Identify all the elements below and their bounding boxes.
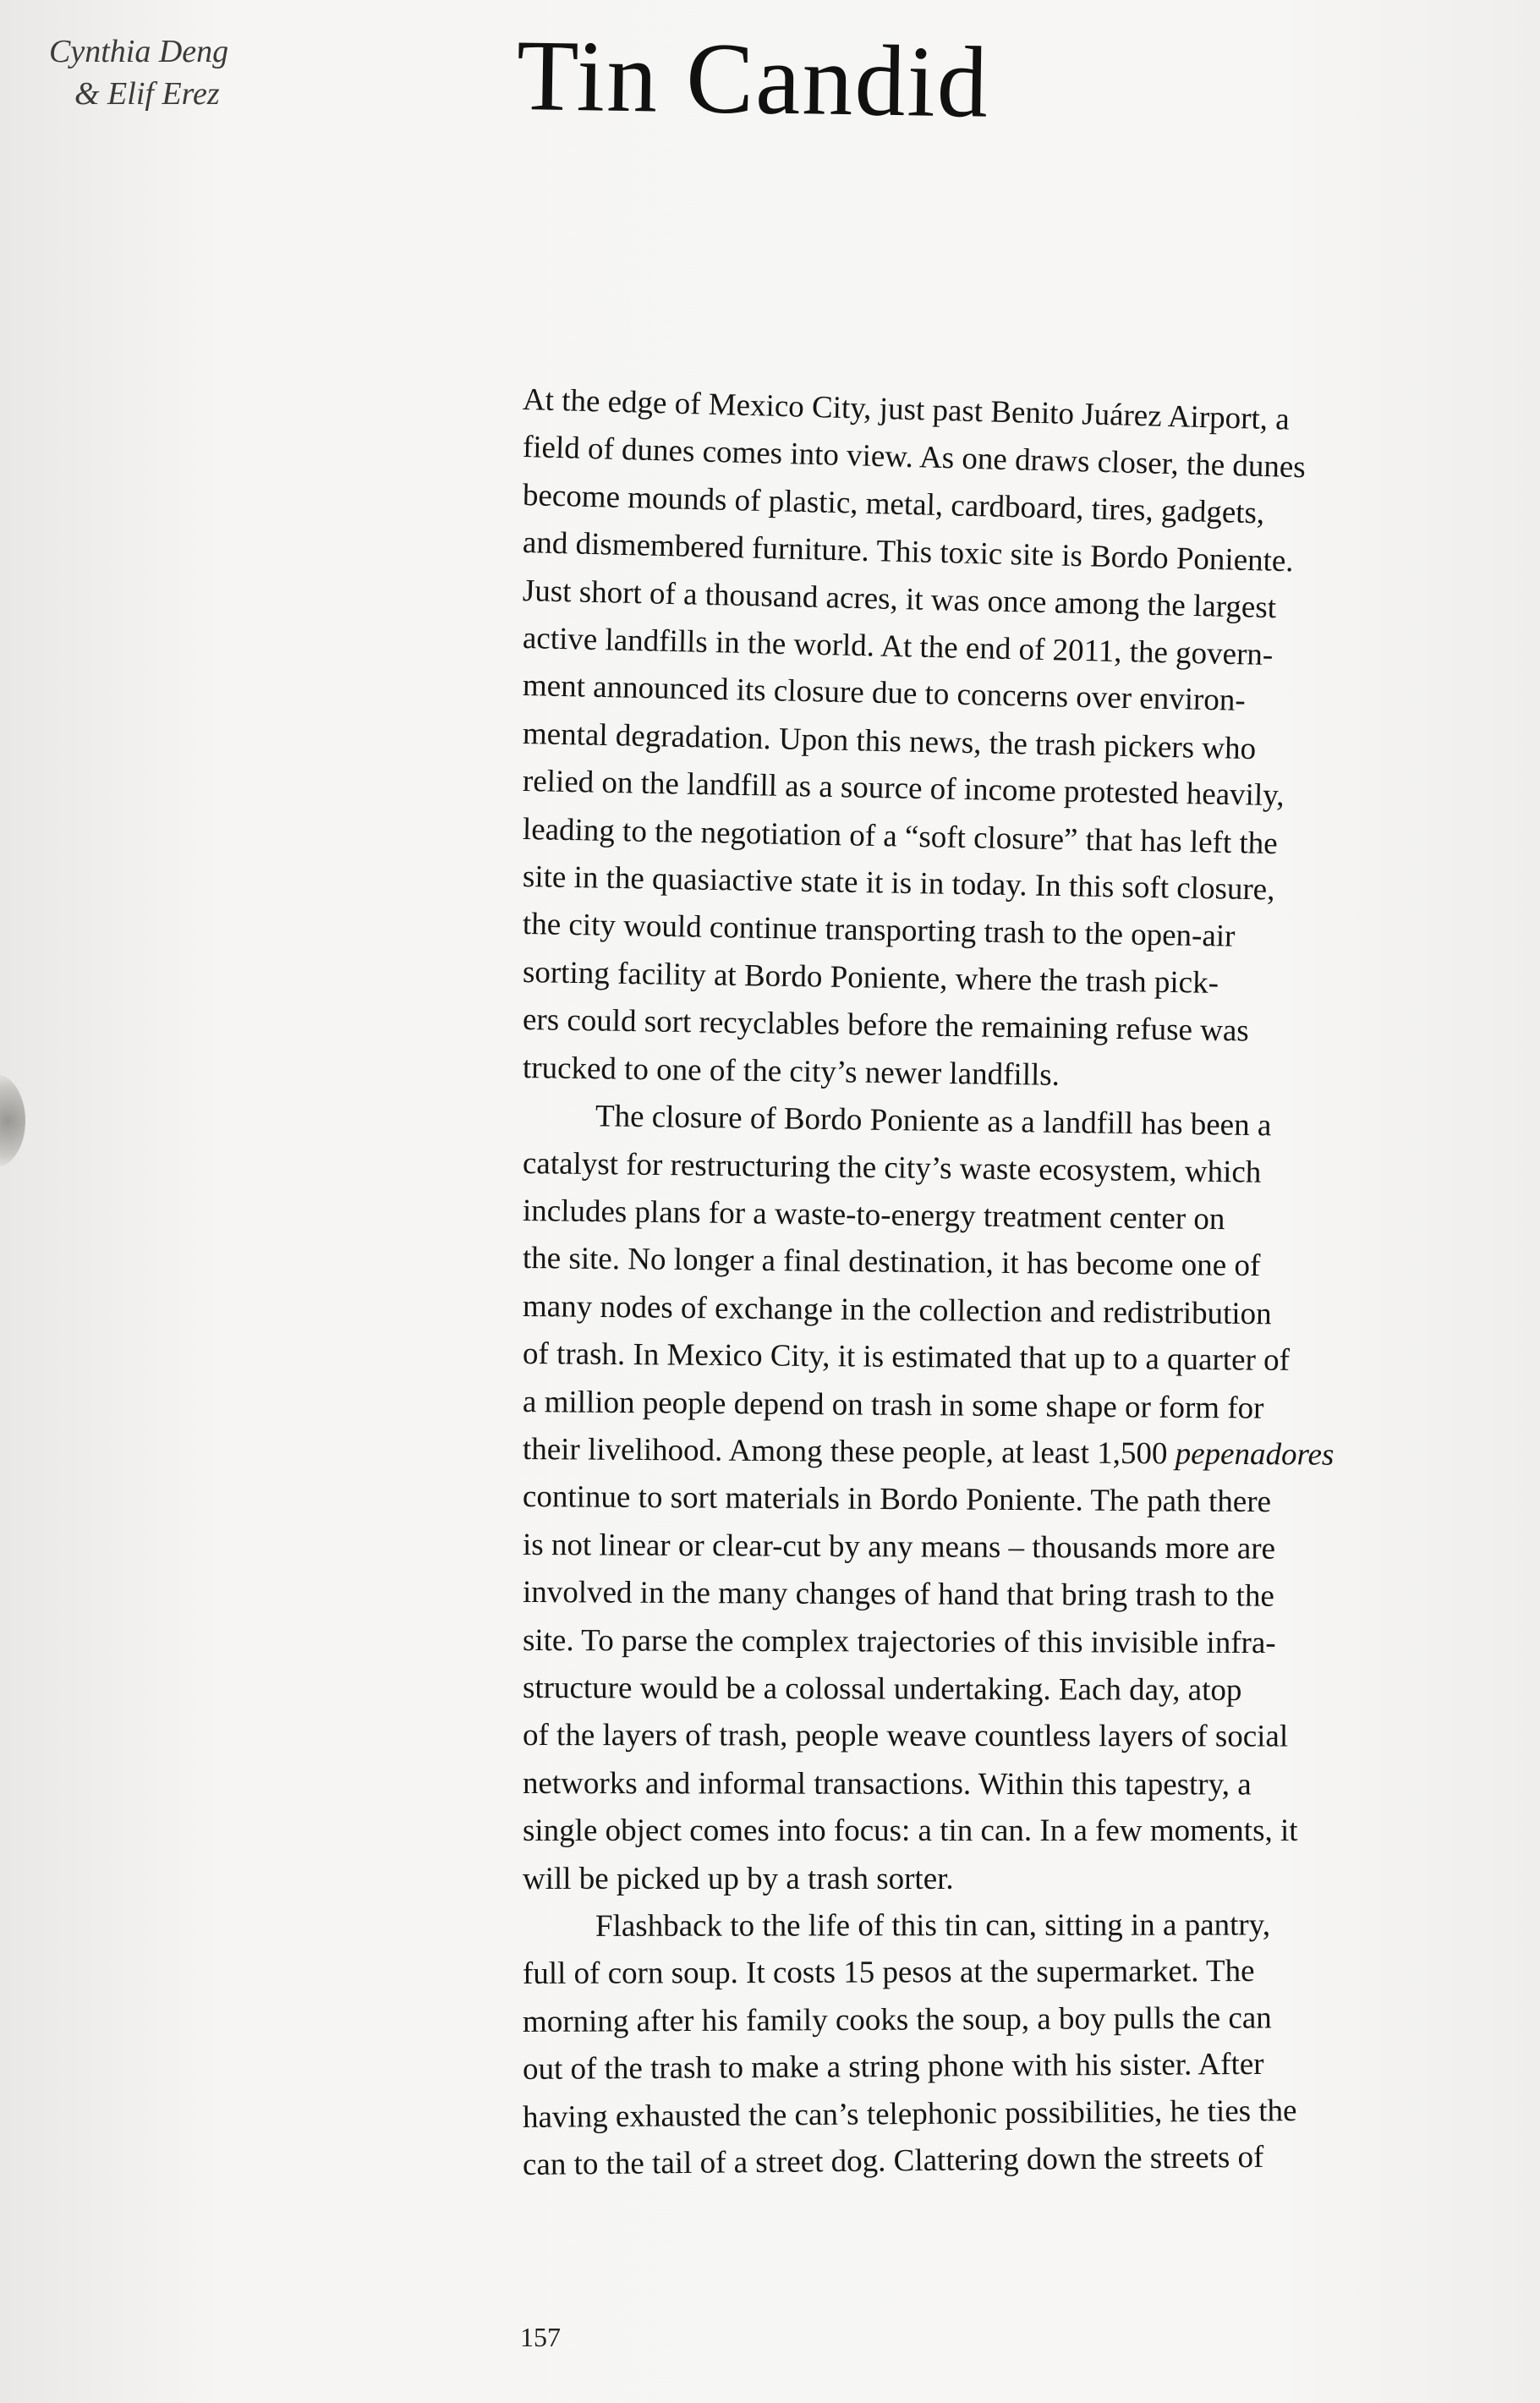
text-line: ers could sort recyclables before the remaining refuse was [522, 1002, 1250, 1049]
text-line: networks and informal transactions. Within this tapestry, a [522, 1765, 1252, 1802]
text-line: structure would be a colossal undertaking. Each day, atop [522, 1670, 1242, 1708]
author-byline [49, 30, 269, 115]
text-line: a million people depend on trash in some shape or form for [522, 1384, 1264, 1426]
text-line: field of dunes comes into view. As one draws closer, the dunes [522, 430, 1307, 486]
text-line: relied on the landfill as a source of income protested heavily, [522, 764, 1285, 814]
italic-term: pepenadores [1175, 1436, 1334, 1473]
text-line: trucked to one of the city’s newer landfills. [522, 1050, 1060, 1093]
page-number: 157 [520, 2322, 561, 2352]
text-line: can to the tail of a street dog. Clattering down the streets of [522, 2139, 1264, 2183]
text-line: active landfills in the world. At the end of 2011, the govern- [522, 621, 1274, 673]
text-line: and dismembered furniture. This toxic site is Bordo Poniente. [522, 525, 1295, 579]
text-line: leading to the negotiation of a “soft closure” that has left the [522, 811, 1279, 861]
paragraph-start-line: Flashback to the life of this tin can, sitting in a pantry, [595, 1907, 1271, 1944]
author-1: Cynthia Deng [49, 34, 229, 69]
text-line: mental degradation. Upon this news, the trash pickers who [522, 716, 1257, 767]
text-line: sorting facility at Bordo Poniente, where the trash pick- [522, 954, 1219, 1001]
text-line-lead: their livelihood. Among these people, at least 1,500 [522, 1431, 1168, 1472]
author-2: & Elif Erez [74, 76, 220, 112]
text-line: full of corn soup. It costs 15 pesos at the supermarket. The [522, 1954, 1255, 1992]
text-line: At the edge of Mexico City, just past Benito Juárez Airport, a [522, 382, 1291, 437]
text-line: single object comes into focus: a tin can. In a few moments, it [523, 1813, 1298, 1849]
text-line: of trash. In Mexico City, it is estimated that up to a quarter of [522, 1336, 1291, 1379]
text-line: having exhausted the can’s telephonic possibilities, he ties the [522, 2093, 1297, 2135]
text-line: includes plans for a waste-to-energy treatment center on [522, 1193, 1225, 1237]
text-line: is not linear or clear-cut by any means – thousands more are [522, 1527, 1276, 1566]
text-line: ment announced its closure due to concerns over environ- [522, 668, 1247, 719]
text-line: the site. No longer a final destination, it has become one of [522, 1241, 1261, 1284]
text-line: many nodes of exchange in the collection and redistribution [522, 1288, 1272, 1331]
text-line: of the layers of trash, people weave countless layers of social [522, 1718, 1289, 1754]
paragraph-start-line: The closure of Bordo Poniente as a landfill has been a [595, 1099, 1272, 1144]
text-line: catalyst for restructuring the city’s waste ecosystem, which [522, 1145, 1262, 1190]
text-line: out of the trash to make a string phone with his sister. After [522, 2047, 1264, 2088]
text-line: involved in the many changes of hand that bring trash to the [522, 1575, 1274, 1614]
text-line: morning after his family cooks the soup, a boy pulls the can [522, 2000, 1272, 2039]
text-line: the city would continue transporting trash to the open-air [522, 907, 1236, 955]
article-title: Tin Candid [515, 18, 990, 139]
text-line: Just short of a thousand acres, it was once among the largest [522, 573, 1277, 625]
text-line: site in the quasiactive state it is in today. In this soft closure, [522, 859, 1275, 908]
text-line: will be picked up by a trash sorter. [523, 1861, 954, 1896]
text-line: continue to sort materials in Bordo Poniente. The path there [522, 1479, 1272, 1520]
text-line: become mounds of plastic, metal, cardboard, tires, gadgets, [522, 477, 1265, 531]
article-body [523, 376, 1453, 2189]
text-line: site. To parse the complex trajectories of this invisible infra- [522, 1622, 1276, 1660]
text-line-with-term [523, 1426, 1453, 1480]
